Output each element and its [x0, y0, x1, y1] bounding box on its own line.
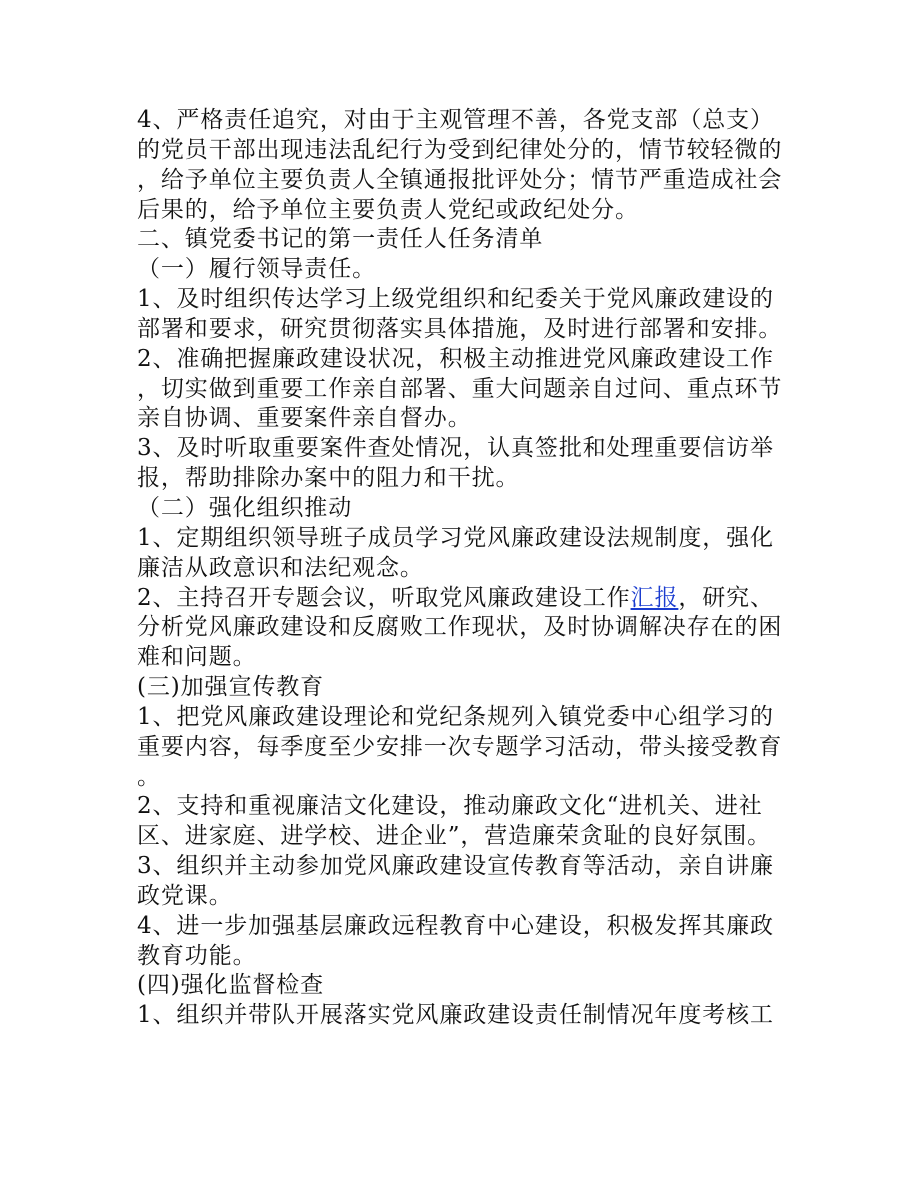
text-line: 报，帮助排除办案中的阻力和干扰。: [137, 465, 520, 492]
text-line: 政党课。: [137, 882, 233, 909]
text-segment: ，研究、: [678, 584, 774, 611]
text-line: 2、准确把握廉政建设状况，积极主动推进党风廉政建设工作: [137, 345, 774, 372]
text-line: 3、组织并主动参加党风廉政建设宣传教育等活动，亲自讲廉: [137, 853, 774, 880]
report-link[interactable]: 汇报: [630, 584, 679, 611]
text-line: 2、支持和重视廉洁文化建设，推动廉政文化“进机关、进社: [137, 793, 763, 820]
text-line: 1、把党风廉政建设理论和党纪条规列入镇党委中心组学习的: [137, 703, 774, 730]
text-line: 亲自协调、重要案件亲自督办。: [137, 405, 472, 432]
text-line: 教育功能。: [137, 942, 257, 969]
section-heading: 二、镇党委书记的第一责任人任务清单: [137, 226, 544, 253]
text-line: 1、定期组织领导班子成员学习党风廉政建设法规制度，强化: [137, 524, 774, 551]
text-segment: 2、主持召开专题会议，听取党风廉政建设工作: [137, 584, 631, 611]
subsection-heading: (四)强化监督检查: [137, 972, 325, 999]
text-line: ，给予单位主要负责人全镇通报批评处分；情节严重造成社会: [137, 166, 783, 193]
text-line: 3、及时听取重要案件查处情况，认真签批和处理重要信访举: [137, 435, 774, 462]
text-line: 重要内容，每季度至少安排一次专题学习活动，带头接受教育: [137, 733, 783, 760]
text-line: 4、进一步加强基层廉政远程教育中心建设，积极发挥其廉政: [137, 912, 774, 939]
text-line: 后果的，给予单位主要负责人党纪或政纪处分。: [137, 196, 639, 223]
text-line: 4、严格责任追究，对由于主观管理不善，各党支部（总支）: [137, 107, 774, 133]
text-line: 1、及时组织传达学习上级党组织和纪委关于党风廉政建设的: [137, 286, 774, 313]
text-line: 区、进家庭、进学校、进企业”，营造廉荣贪耻的良好氛围。: [137, 823, 772, 850]
text-line-with-link: [137, 584, 787, 614]
text-line: 分析党风廉政建设和反腐败工作现状，及时协调解决存在的困: [137, 614, 783, 641]
text-line: ，切实做到重要工作亲自部署、重大问题亲自过问、重点环节: [137, 375, 783, 402]
document-body: [137, 106, 787, 1031]
text-line: 部署和要求，研究贯彻落实具体措施，及时进行部署和安排。: [137, 315, 783, 342]
text-line: 难和问题。: [137, 644, 257, 671]
text-line: 。: [137, 763, 161, 790]
subsection-heading: （一）履行领导责任。: [137, 256, 376, 283]
subsection-heading: （二）强化组织推动: [137, 494, 353, 521]
text-line: 1、组织并带队开展落实党风廉政建设责任制情况年度考核工: [137, 1002, 774, 1029]
subsection-heading: (三)加强宣传教育: [137, 674, 325, 701]
text-line: 的党员干部出现违法乱纪行为受到纪律处分的，情节较轻微的: [137, 136, 783, 163]
text-line: 廉洁从政意识和法纪观念。: [137, 554, 424, 581]
